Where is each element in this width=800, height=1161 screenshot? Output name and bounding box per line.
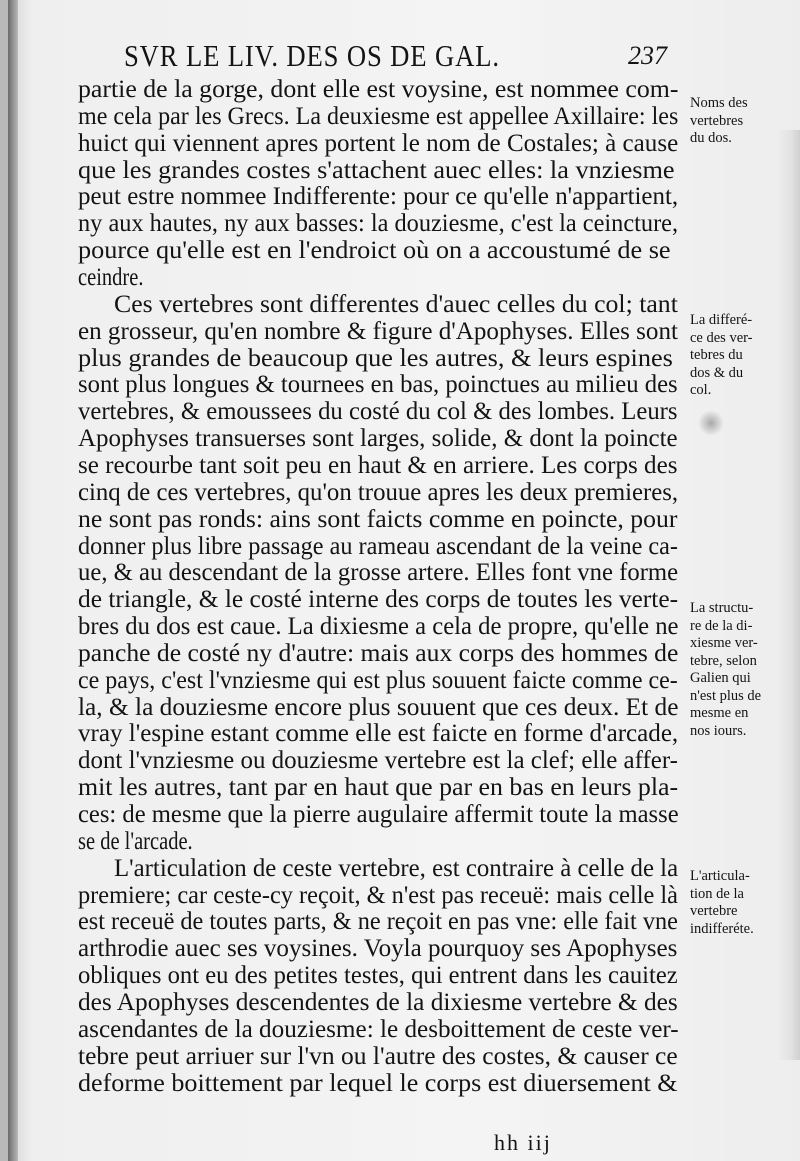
text-line: ce pays, c'est l'vnziesme qui est plus souuent faicte comme ce-: [78, 666, 678, 694]
margin-note-line: ce des ver-: [690, 329, 753, 346]
text-line: peut estre nommee Indifferente: pour ce qu'elle n'appartient,: [78, 183, 679, 211]
text-line: mit les autres, tant par en haut que par en bas en leurs pla-: [78, 774, 679, 802]
margin-note-line: tebres du: [690, 347, 743, 363]
margin-note-line: Noms des: [690, 95, 748, 111]
margin-note-line: vertebre: [690, 903, 738, 919]
text-line: panche de costé ny d'autre: mais aux corps des hommes de: [78, 639, 679, 667]
text-line: partie de la gorge, dont elle est voysine, est nommee com-: [78, 76, 679, 103]
text-line: ny aux hautes, ny aux basses: la douziesme, c'est la ceincture,: [78, 210, 679, 238]
margin-note-line: mesme en: [690, 705, 749, 721]
text-line: dont l'vnziesme ou douziesme vertebre est la clef; elle affer-: [78, 747, 679, 775]
text-line: cinq de ces vertebres, qu'on trouue apres les deux premieres,: [78, 478, 679, 506]
margin-note-line: tion de la: [690, 885, 744, 902]
running-head: SVR LE LIV. DES OS DE GAL.: [124, 38, 500, 73]
text-line: est receuë de toutes parts, & ne reçoit en pas vne: elle fait vne: [78, 908, 678, 936]
margin-note-line: dos & du: [690, 364, 744, 381]
text-line: se recourbe tant soit peu en haut & en arriere. Les corps des: [78, 451, 678, 479]
text-line: tebre peut arriuer sur l'vn ou l'autre des costes, & causer ce: [78, 1042, 678, 1070]
text-line: ascendantes de la douziesme: le desboittement de ceste ver-: [78, 1015, 679, 1043]
margin-note-line: tebre, selon: [690, 652, 757, 669]
text-line: deforme boittement par lequel le corps est diuersement &: [78, 1069, 678, 1097]
margin-note-line: La structu-: [690, 600, 754, 616]
text-line: Apophyses transuerses sont larges, solide, & dont la poincte: [78, 425, 678, 453]
text-line: arthrodie auec ses voysines. Voyla pourquoy ses Apophyses: [78, 935, 678, 963]
text-line: se de l'arcade.: [78, 827, 193, 855]
text-line: premiere; car ceste-cy reçoit, & n'est pas receuë: mais celle là: [78, 881, 678, 909]
page-number: 237: [628, 41, 667, 70]
text-line: des Apophyses descendentes de la dixiesme vertebre & des: [78, 988, 678, 1016]
text-line: Ces vertebres sont differentes d'auec celles du col; tant: [114, 290, 678, 318]
text-line: vray l'espine estant comme elle est faicte en forme d'arcade,: [78, 720, 679, 748]
text-line: bres du dos est caue. La dixiesme a cela de propre, qu'elle ne: [78, 613, 679, 640]
text-line: ces: de mesme que la pierre augulaire affermit toute la masse: [78, 801, 679, 828]
text-line: plus grandes de beaucoup que les autres, & leurs espines: [78, 344, 673, 372]
margin-note-line: col.: [690, 382, 712, 398]
margin-note-line: n'est plus de: [690, 687, 762, 704]
margin-note-line: vertebres: [690, 112, 744, 129]
text-line: me cela par les Grecs. La deuxiesme est appellee Axillaire: les: [78, 102, 679, 130]
margin-note-line: nos iours.: [690, 722, 747, 739]
text-line: en grosseur, qu'en nombre & figure d'Apophyses. Elles sont: [78, 317, 678, 345]
margin-note-line: L'articula-: [690, 868, 750, 884]
margin-note-line: re de la di-: [690, 617, 753, 634]
text-line: pource qu'elle est en l'endroict où on a accoustumé de se: [78, 237, 671, 265]
text-line: la, & la douziesme encore plus souuent que ces deux. Et de: [78, 693, 679, 721]
gutter-shadow: [8, 0, 18, 1161]
text-line: sont plus longues & tournees en bas, poinctues au milieu des: [78, 371, 678, 399]
text-line: vertebres, & emoussees du costé du col & des lombes. Leurs: [78, 398, 678, 426]
text-line: ue, & au descendant de la grosse artere. Elles font vne forme: [78, 559, 679, 587]
margin-note-line: du dos.: [690, 130, 732, 146]
text-line: donner plus libre passage au rameau ascendant de la veine ca-: [78, 532, 678, 560]
text-line: obliques ont eu des petites testes, qui entrent dans les cauitez: [78, 962, 678, 990]
ink-stain: [698, 410, 724, 436]
text-line: de triangle, & le costé interne des corps de toutes les verte-: [78, 586, 679, 614]
edge-bleed: [778, 130, 800, 1060]
signature-mark: hh iij: [494, 1130, 552, 1155]
margin-note-line: indifferéte.: [690, 920, 754, 937]
text-line: que les grandes costes s'attachent auec elles: la vnziesme: [78, 156, 675, 184]
text-line: ceindre.: [78, 264, 144, 291]
margin-note-line: Galien qui: [690, 670, 751, 686]
text-line: L'articulation de ceste vertebre, est contraire à celle de la: [114, 854, 679, 882]
margin-note-line: La differé-: [690, 312, 753, 328]
text-line: ne sont pas ronds: ains sont faicts comme en poincte, pour: [78, 505, 678, 533]
margin-note-line: xiesme ver-: [690, 635, 758, 651]
text-line: huict qui viennent apres portent le nom de Costales; à cause: [78, 129, 679, 157]
